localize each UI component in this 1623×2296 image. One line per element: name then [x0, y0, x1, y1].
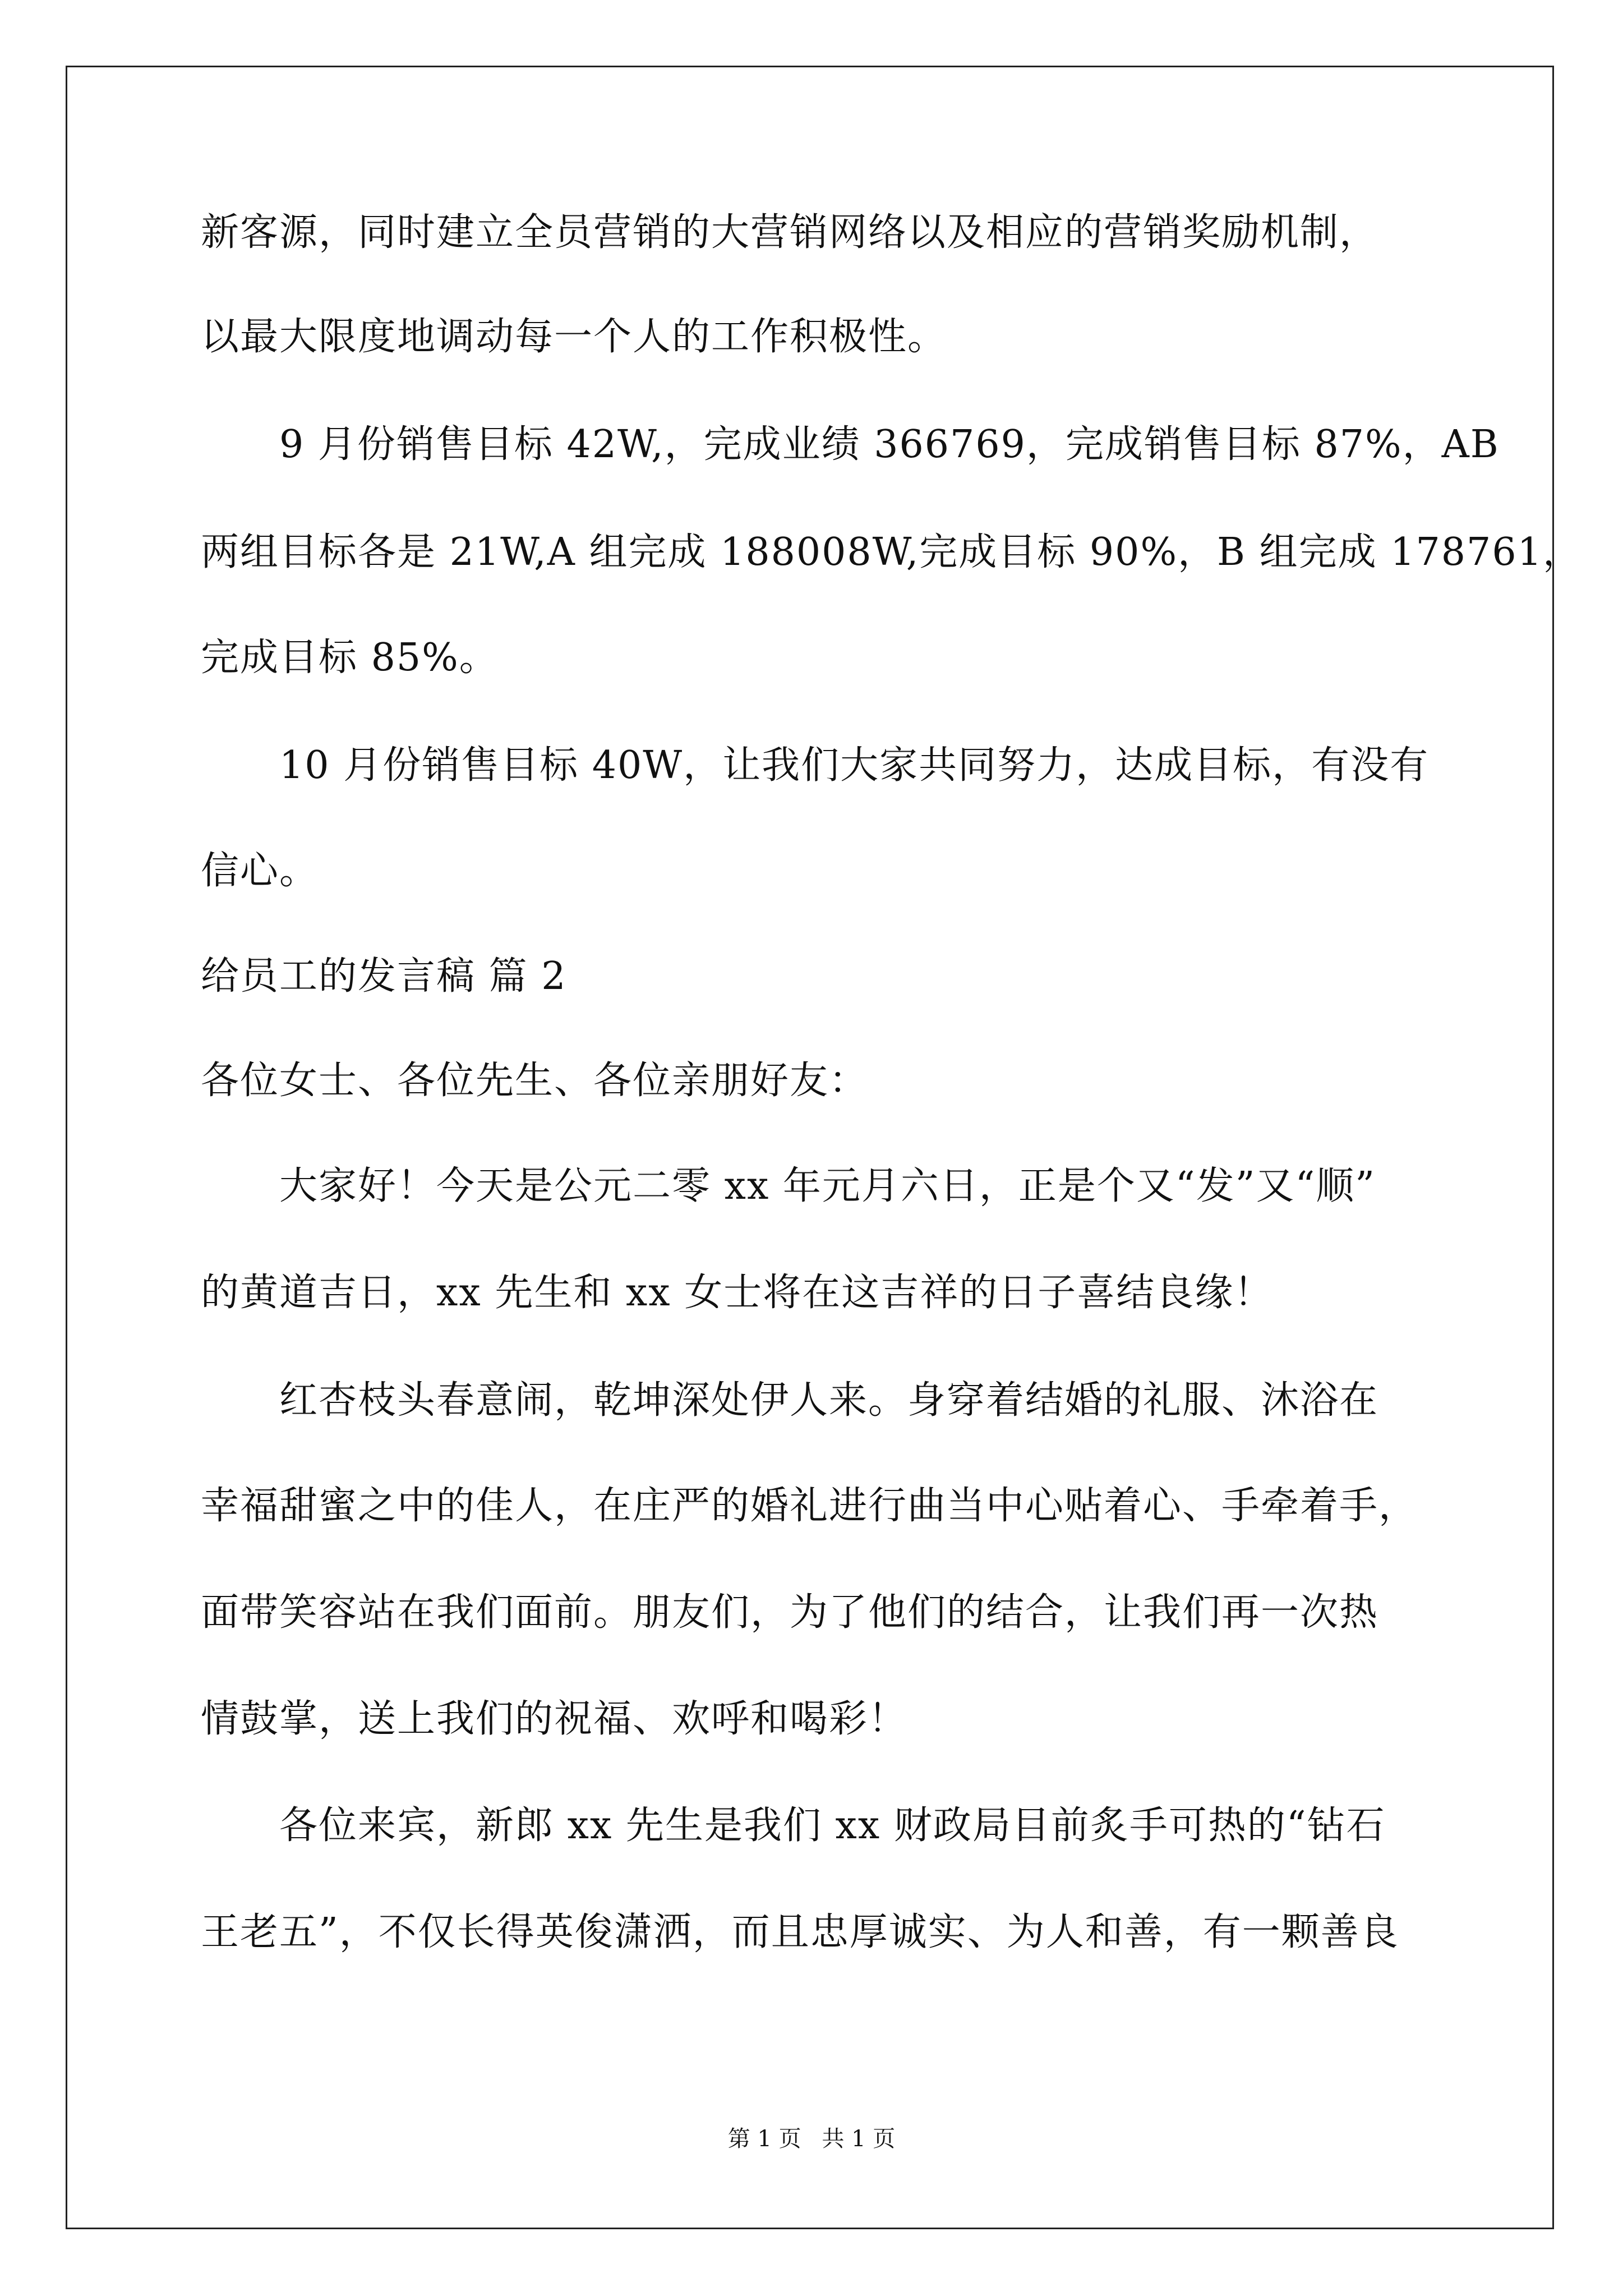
text-line: 两组目标各是 21W,A 组完成 188008W,完成目标 90%，B 组完成 178761， [201, 530, 1582, 574]
text-line: 9 月份销售目标 42W,，完成业绩 366769，完成销售目标 87%，AB [279, 422, 1500, 467]
text-line: 的黄道吉日，xx 先生和 xx 女士将在这吉祥的日子喜结良缘！ [201, 1271, 1274, 1315]
page-number: 第 1 页 [727, 2126, 801, 2152]
text-line: 各位来宾，新郎 xx 先生是我们 xx 财政局目前炙手可热的“钻石 [279, 1803, 1386, 1848]
page-footer [0, 2122, 1623, 2156]
text-line: 面带笑容站在我们面前。朋友们，为了他们的结合，让我们再一次热 [201, 1590, 1379, 1635]
text-line: 幸福甜蜜之中的佳人，在庄严的婚礼进行曲当中心贴着心、手牵着手， [201, 1484, 1418, 1528]
text-line: 情鼓掌，送上我们的祝福、欢呼和喝彩！ [201, 1697, 908, 1741]
text-line: 大家好！今天是公元二零 xx 年元月六日，正是个又“发”又“顺” [279, 1164, 1376, 1208]
text-line: 完成目标 85%。 [201, 636, 499, 680]
page-border [66, 66, 1554, 2229]
page-total: 共 1 页 [822, 2126, 896, 2152]
text-line: 10 月份销售目标 40W，让我们大家共同努力，达成目标，有没有 [279, 743, 1430, 788]
text-line: 新客源，同时建立全员营销的大营销网络以及相应的营销奖励机制， [201, 210, 1379, 255]
text-line: 信心。 [201, 849, 319, 893]
text-line: 红杏枝头春意闹，乾坤深处伊人来。身穿着结婚的礼服、沐浴在 [279, 1378, 1379, 1423]
salutation: 各位女士、各位先生、各位亲朋好友： [201, 1059, 869, 1103]
text-line: 王老五”，不仅长得英俊潇洒，而且忠厚诚实、为人和善，有一颗善良 [201, 1910, 1399, 1954]
section-heading: 给员工的发言稿 篇 2 [201, 954, 567, 999]
text-line: 以最大限度地调动每一个人的工作积极性。 [201, 315, 947, 359]
